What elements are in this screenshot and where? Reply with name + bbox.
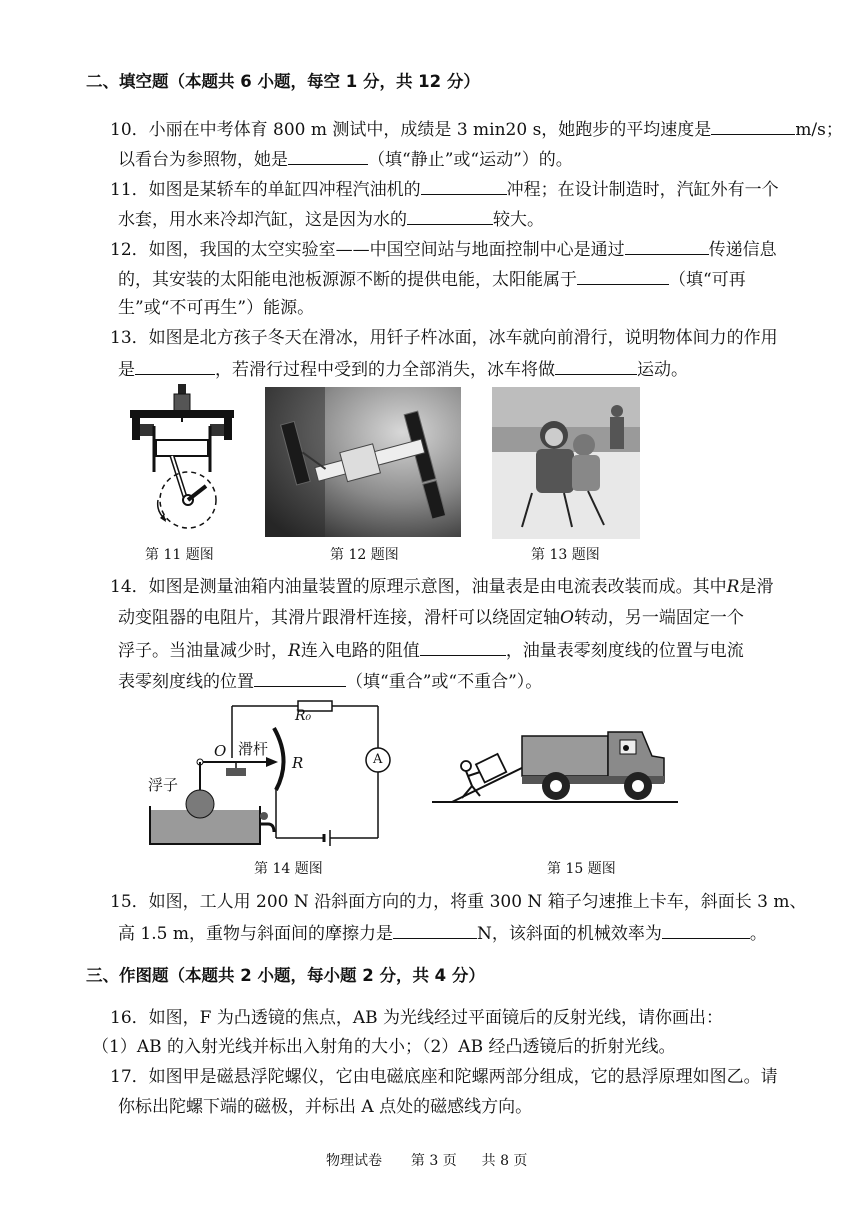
question-14-line-4: 表零刻度线的位置 （填“重合”或“不重合”）。	[118, 668, 542, 694]
question-15-line-2: 高 1.5 m，重物与斜面间的摩擦力是 N，该斜面的机械效率为 。	[118, 920, 767, 946]
question-12-line-3: 生”或“不可再生”）能源。	[118, 298, 315, 318]
float-label: 浮子	[148, 776, 179, 794]
footer-subject: 物理试卷	[326, 1153, 382, 1169]
answer-blank[interactable]	[393, 920, 477, 939]
r0-label: R₀	[295, 708, 312, 724]
page-footer	[326, 1150, 527, 1170]
resistor-r-label: R	[292, 754, 304, 772]
truck-ramp-figure	[430, 728, 680, 806]
question-14-line-2: 动变阻器的电阻片，其滑片跟滑杆连接，滑杆可以绕固定轴O转动，另一端固定一个	[118, 608, 744, 628]
question-17-line-1: 17．如图甲是磁悬浮陀螺仪，它由电磁底座和陀螺两部分组成，它的悬浮原理如图乙。请	[110, 1067, 778, 1087]
answer-blank[interactable]	[711, 116, 795, 135]
answer-blank[interactable]	[135, 356, 215, 375]
question-14-line-1: 14．如图是测量油箱内油量装置的原理示意图，油量表是由电流表改装而成。其中R是滑	[110, 577, 774, 597]
answer-blank[interactable]	[288, 146, 368, 165]
figure-12-caption: 第 12 题图	[330, 547, 399, 563]
question-15-line-1: 15．如图，工人用 200 N 沿斜面方向的力，将重 300 N 箱子匀速推上卡车，斜面长 3 m、	[110, 892, 807, 912]
answer-blank[interactable]	[555, 356, 637, 375]
answer-blank[interactable]	[577, 266, 669, 285]
ice-sled-photo	[492, 387, 640, 539]
question-13-line-2: 是 ，若滑行过程中受到的力全部消失，冰车将做 运动。	[118, 356, 688, 382]
figure-11-caption: 第 11 题图	[145, 547, 214, 563]
figure-15-caption: 第 15 题图	[547, 861, 616, 877]
engine-diagram-figure	[126, 382, 238, 532]
footer-page-number: 第 3 页	[410, 1153, 457, 1169]
answer-blank[interactable]	[254, 668, 346, 687]
question-14-line-3: 浮子。当油量减少时，R连入电路的阻值 ，油量表零刻度线的位置与电流	[118, 637, 744, 663]
question-16-line-1: 16．如图，F 为凸透镜的焦点，AB 为光线经过平面镜后的反射光线，请你画出：	[110, 1008, 724, 1028]
answer-blank[interactable]	[407, 206, 493, 225]
answer-blank[interactable]	[625, 236, 709, 255]
space-station-photo	[265, 387, 461, 537]
footer-total-pages: 共 8 页	[481, 1153, 528, 1169]
slider-label: 滑杆	[238, 740, 269, 758]
answer-blank[interactable]	[662, 920, 750, 939]
figure-14-caption: 第 14 题图	[254, 861, 323, 877]
question-10-line-1: 10．小丽在中考体育 800 m 测试中，成绩是 3 min20 s，她跑步的平均速度是 m/s；	[110, 116, 843, 142]
answer-blank[interactable]	[420, 637, 506, 656]
answer-blank[interactable]	[421, 176, 507, 195]
question-12-line-2: 的，其安装的太阳能电池板源源不断的提供电能，太阳能属于 （填“可再	[118, 266, 746, 292]
pivot-o-label: O	[214, 742, 227, 760]
oil-gauge-circuit-figure	[140, 698, 400, 848]
question-16-line-2: （1）AB 的入射光线并标出入射角的大小；（2）AB 经凸透镜后的折射光线。	[92, 1037, 676, 1057]
question-12-line-1: 12．如图，我国的太空实验室——中国空间站与地面控制中心是通过 传递信息	[110, 236, 777, 262]
figure-13-caption: 第 13 题图	[531, 547, 600, 563]
question-17-line-2: 你标出陀螺下端的磁极，并标出 A 点处的磁感线方向。	[118, 1097, 533, 1117]
question-11-line-1: 11．如图是某轿车的单缸四冲程汽油机的 冲程；在设计制造时，汽缸外有一个	[110, 176, 779, 202]
section-title-drawing: 三、作图题（本题共 2 小题，每小题 2 分，共 4 分）	[86, 966, 485, 985]
section-title-fill-in: 二、填空题（本题共 6 小题，每空 1 分，共 12 分）	[86, 72, 480, 91]
ammeter-label: A	[373, 752, 383, 767]
question-11-line-2: 水套，用水来冷却汽缸，这是因为水的 较大。	[118, 206, 544, 232]
question-13-line-1: 13．如图是北方孩子冬天在滑冰，用钎子杵冰面，冰车就向前滑行，说明物体间力的作用	[110, 328, 778, 348]
question-10-line-2: 以看台为参照物，她是 （填“静止”或“运动”）的。	[118, 146, 573, 172]
